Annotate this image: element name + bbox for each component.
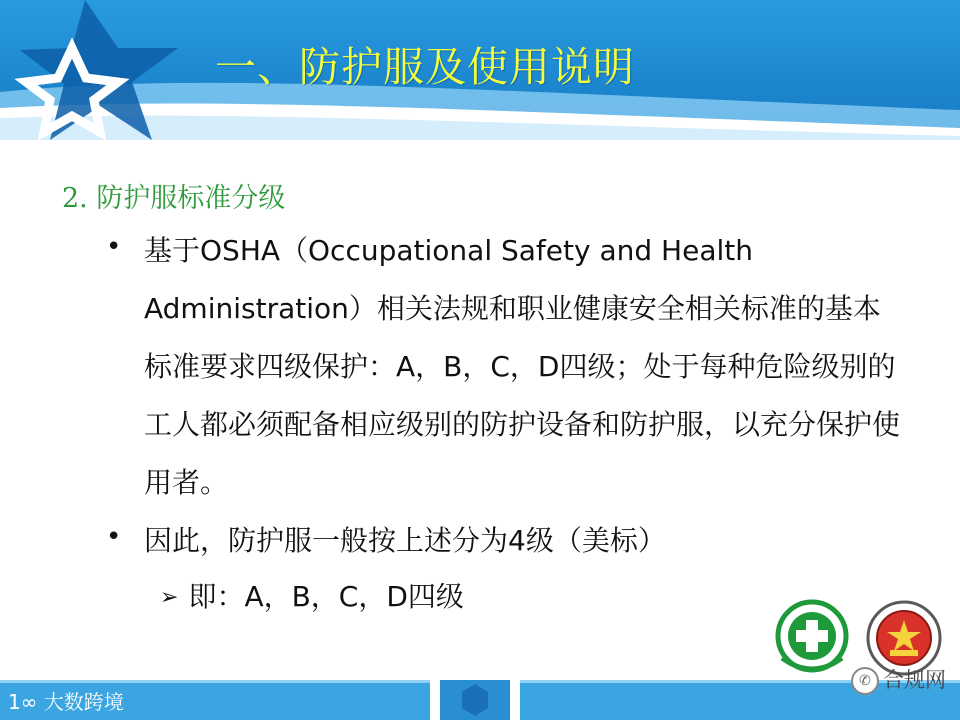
bullet-text-osha: 基于OSHA（Occupational Safety and Health Administration）相关法规和职业健康安全相关标准的基本标准要求四级保护：A，B，C，D四级；处于每种危险级别的工人都必须配备相应级别的防护设备和防护服，以充分保护使用者。 — [144, 234, 901, 499]
watermark-text: 合规网 — [883, 668, 946, 692]
footer-bar — [0, 680, 960, 720]
slide-title: 一、防护服及使用说明 — [215, 43, 635, 91]
bullet-text-classification: 因此，防护服一般按上述分为4级（美标） — [144, 524, 666, 557]
footer-brand: 1∞ 大数跨境 — [8, 690, 124, 714]
bullet-marker: • — [106, 522, 122, 552]
watermark — [851, 664, 946, 695]
sub-bullet-text: 即：A，B，C，D四级 — [188, 580, 464, 613]
arrow-bullet-icon: ➢ — [160, 585, 179, 610]
footer-background — [0, 680, 960, 720]
section-heading: 2. 防护服标准分级 — [62, 183, 286, 214]
sub-bullet — [160, 575, 464, 615]
wechat-icon: ✆ — [851, 667, 879, 695]
bullet-marker: • — [106, 232, 122, 262]
